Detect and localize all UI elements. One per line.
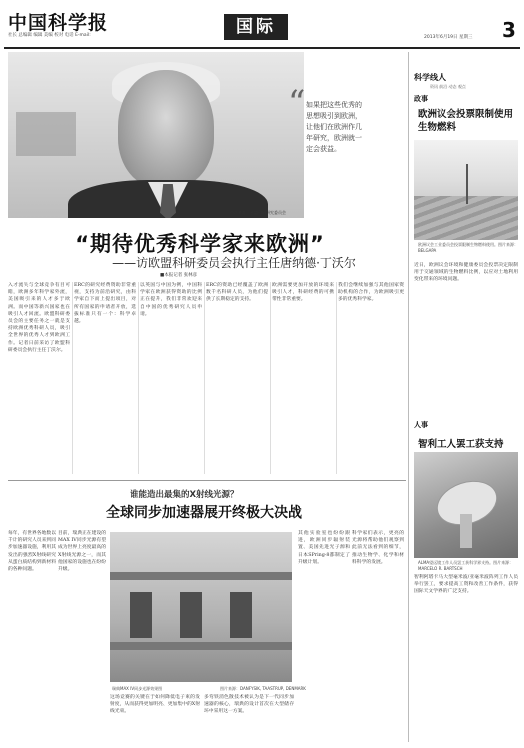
lower-column-4: 多弯铁消色散技术被认为是下一代同步加速器的核心，瑞典的设计首次在大型储存环中采用这一方案。 [204,695,294,715]
sidebar-label-politics: 政事 [414,95,428,103]
section-divider [8,480,406,481]
sidebar-photo-telescope [414,452,518,558]
lower-column-1: 每年，有世界各地数以千计的研究人员来到同步加速器设施，利用其发出的强烈X射线研究从蛋白质结构到新材料的各种问题。 [8,531,56,573]
sidebar-divider [408,52,409,742]
photo-credit: 图片来源：欧盟科研研究委员会 [230,210,286,215]
main-subhead: ——访欧盟科研委员会执行主任唐纳德·丁沃尔 [112,256,356,270]
column-divider [204,282,205,474]
sidebar-column-title: 科学线人 [414,73,446,82]
tower-shape [466,164,468,204]
flag-shape [16,112,76,156]
quote-mark-icon: “ [288,83,306,123]
masthead-credits: 社长 总编辑 编辑 美编 校对 电话 E-mail: [8,33,91,38]
sidebar-caption-1: 欧洲议会工业委员会投票限制生物燃料使用。图片来源：BELGAPA [418,242,518,253]
sidebar-headline-biofuel: 欧洲议会投票限制使用生物燃料 [418,109,514,133]
magnet-shape [130,592,152,638]
lower-column-2: 目前，瑞典正在建设的MAX IV同步光源有望成为世界上亮度最高的X射线光源之一，而其他国家的设施也在纷纷升级。 [58,531,106,573]
byline: ■本报记者 张林彦 [160,273,198,278]
portrait-photo [8,52,304,218]
sidebar-column-subtitle: 资讯 前沿 动态 观点 [430,84,466,89]
sidebar-body-2: 智利阿塔卡马大型毫米波/亚毫米波阵列工作人员举行罢工，要求提高工资和改善工作条件，获得国际天文学界的广泛支持。 [414,575,518,595]
lower-kicker: 谁能造出最集的X射线光源？ [130,490,239,500]
newspaper-logo: 中国科学报 [8,12,109,34]
issue-date: 2013年6月19日 星期三 [424,35,473,40]
magnet-shape [230,592,252,638]
column-divider [138,282,139,474]
header-rule [4,47,520,49]
main-headline: “期待优秀科学家来欧洲” [75,232,325,256]
accelerator-credit: 图片来源：DANFYSIK, TAASTRUP, DENMARK [220,686,306,691]
article-column-4: ERC的资助已经覆盖了欧洲数千名科研人员，为他们提供了长期稳定的支持。 [206,283,268,303]
pull-quote: 如果把这些优秀的思想吸引到欧洲，让他们在欧洲作几年研究，欧洲就一定会获益。 [306,101,362,153]
mount-shape [460,514,472,548]
article-column-3: 以英国与中国为例，中国科学家在欧洲获得资助的比例正在提升，我们非常欢迎来自中国的优秀研究人员申请。 [140,283,202,317]
lower-headline: 全球同步加速器展开终极大决战 [106,505,302,521]
sidebar-photo-field [414,140,518,240]
sidebar-caption-2: ALMA望远镜工作人员罢工获科学界支持。图片来源：MARCELO R. BARTSCH [418,560,514,571]
lower-column-3: 这场竞赛的关键在于如何降低电子束的发射度，从而获得更加明亮、更加集中的X射线光束。 [110,695,200,715]
article-column-5: 欧洲需要更加开放的环境来吸引人才，科研经费的可携带性非常重要。 [272,283,334,303]
sidebar-headline-strike: 智利工人罢工获支持 [418,439,504,450]
accelerator-photo [110,532,292,682]
column-divider [72,282,73,474]
pipe-shape [110,572,292,580]
column-divider [336,282,337,474]
lower-column-6: 科学家们表示，更亮的光源将帮助他们观察到此前无法看到的细节，推动生物学、化学和材料科学的发展。 [352,531,404,565]
face-shape [118,70,214,188]
pipe-shape [110,642,292,650]
page-number: 3 [502,18,516,42]
lower-column-5: 其他实验室也纷纷跟进，欧洲同步辐射装置、美国先进光子源和日本SPring-8都制定了升级计划。 [298,531,350,565]
section-title: 国际 [224,14,288,40]
column-divider [270,282,271,474]
magnet-shape [180,592,202,638]
article-column-1: 入才流失与全球竞争有目可睹，欧洲多年科学家外流，美国吸引来的人才多于欧洲。而中国等新兴国家也在吸引人才回流。欧盟科研委员会的主要任务之一就是支持欧洲优秀科研人员，吸引全世界的优秀人才到欧洲工作。记者日前采访了欧盟科研委员会执行主任丁沃尔。 [8,283,70,353]
sidebar-label-people: 人事 [414,421,428,429]
article-column-2: ERC的研究经费资助非常重视，支持为前沿研究，由科学家自下而上提出项目，对所有国家的申请者开放，选拔标准只有一个：科学卓越。 [74,283,136,325]
sidebar-body-1: 近日，欧洲议会环境和健康委员会投票决定限制用于交通领域的生物燃料比例，以应对土地利用变化带来的环境问题。 [414,263,518,283]
accelerator-caption: 瑞典MAX IV同步光源效果图 [112,686,163,691]
article-column-6: 我们会继续加强与其他国家资助机构的合作，为欧洲吸引更多的优秀科学家。 [338,283,404,303]
